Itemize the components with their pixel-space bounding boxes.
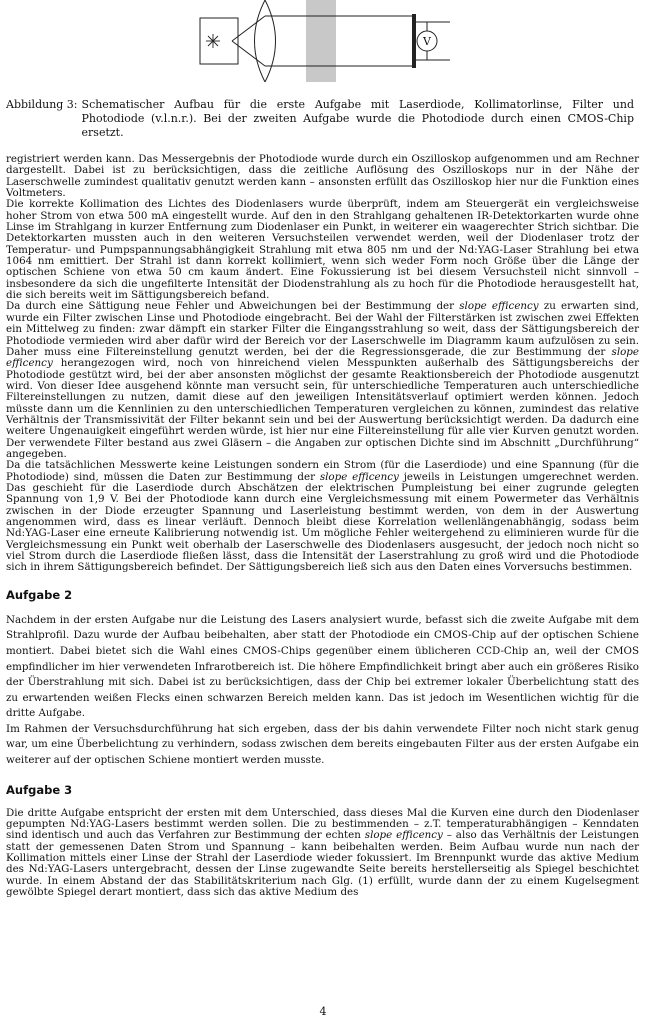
paragraph-conversion: Da die tatsächlichen Messwerte keine Leistungen sondern ein Strom (für die Laserdiode) und eine Spannung (für die Photodiode) sind, müssen die Daten zur Bestimmung der slope efficency jeweils in Leistungen umgerechnet werden. Das geschieht für die Laserdiode durch Abschätzen der elektrischen Pumpleistung bei einer zugrunde gelegten Spannung von 1,9 V. Bei der Photodiode kann durch eine Vergleichsmessung mit einem Powermeter das Verhältnis zwischen in der Diode erzeugter Spannung und Laserleistung bestimmt werden, von dem in der Auswertung angenommen wird, dass es linear verläuft. Dennoch bleibt diese Korrelation wellenlängenabhängig, sodass beim Nd:YAG-Laser eine erneute Kalibrierung notwendig ist. Um mögliche Fehler weitergehend zu eliminieren wurde für die Vergleichsmessung ein Punkt weit oberhalb der Laserschwelle des Diodenlasers ausgesucht, der jedoch noch nicht so viel Strom durch die Laserdiode fließen lässt, dass die Intensität der Laserstrahlung zu groß wird und die Photodiode sich in ihrem Sättigungsbereich befindet. Der Sättigungsbereich ließ sich aus den Daten eines Vorversuchs bestimmen. [6,459,639,574]
filter-glass [306,0,336,82]
beam-upper [232,16,265,41]
slope-term: slope efficency [459,300,539,313]
page-number: 4 [319,1005,327,1018]
paragraph-filter: Da durch eine Sättigung neue Fehler und Abweichungen bei der Bestimmung der slope efficency zu erwarten sind, wurde ein Filter zwischen Linse und Photodiode eingebracht. Bei der Wahl der Filterstärken ist zwischen zwei Effekten ein Mittelweg zu finden: zwar dämpft ein starker Filter die Eingangsstrahlung so weit, dass der Sättigungsbereich der Photodiode vermieden wird aber dafür wird der Bereich vor der Laserschwelle im Diagramm kaum aufzulösen zu sein. Daher muss eine Filtereinstellung genutzt werden, bei der die Regressionsgerade, die zur Bestimmung der slope efficency herangezogen wird, noch von hinreichend vielen Messpunkten außerhalb des Sättigungsbereichs der Photodiode gestützt wird, bei der aber ansonsten möglichst der gesamte Reaktionsbereich der Photodiode ausgenutzt wird. Von dieser Idee ausgehend könnte man versucht sein, für unterschiedliche Temperaturen auch unterschiedliche Filtereinstellungen zu nutzen, damit diese auf den jeweiligen Intensitätsverlauf optimiert werden können. Jedoch müsste dann um die Kennlinien zu den unterschiedlichen Temperaturen vergleichen zu können, zumindest das relative Verhältnis der Transmissivität der Filter bekannt sein und bei der Auswertung berücksichtigt werden. Da dadurch eine weitere Ungenauigkeit eingeführt werden würde, ist hier nur eine Filtereinstellung für alle vier Kurven genutzt worden. Der verwendete Filter bestand aus zwei Gläsern – die Angaben zur optischen Dichte sind im Abschnitt „Durchführung“ angegeben. [6,300,640,460]
beam-lower [232,41,265,66]
caption-text: Schematischer Aufbau für die erste Aufgabe mit Laserdiode, Kollimatorlinse, Filter und Photodiode (v.l.n.r.). Bei der zweiten Aufgabe wurde die Photodiode durch einen CMOS-Chip ersetzt. [81,98,634,139]
collimator-lens [255,0,276,82]
main-text [6,154,639,898]
figure-caption [6,98,634,140]
paragraph-extra-filter: Im Rahmen der Versuchsdurchführung hat sich ergeben, dass der bis dahin verwendete Filter noch nicht stark genug war, um eine Überbelichtung zu verhindern, sodass zwischen dem bereits eingebauten Filter aus der ersten Aufgabe ein weiterer auf der optischen Schiene montiert werden musste. [6,722,639,767]
setup-figure [180,0,450,82]
section-aufgabe-3 [6,783,639,899]
heading-aufgabe-2: Aufgabe 2 [6,587,73,602]
paragraph-ndyag: Die dritte Aufgabe entspricht der ersten mit dem Unterschied, dass dieses Mal die Kurven eine durch den Diodenlaser gepumpten Nd:YAG-Lasers bestimmt werden sollen. Die zu bestimmenden – z.T. temperaturabhängigen – Kenndaten sind identisch und auch das Verfahren zur Bestimmung der echten slope efficency – also das Verhältnis der Leistungen statt der gemessenen Daten Strom und Spannung – kann beibehalten werden. Beim Aufbau wurde nun nach der Kollimation mittels einer Linse der Strahl der Laserdiode wieder fokussiert. Im Brennpunkt wurde das aktive Medium des Nd:YAG-Lasers untergebracht, dessen der Linse zugewandte Seite bereits herstellerseitig als Spiegel beschichtet wurde. In einem Abstand der das Stabilitätskriterium nach Glg. (1) erfüllt, wurde dann der zu einem Kugelsegment gewölbte Spiegel derart montiert, dass sich das aktive Medium des [6,806,639,899]
setup-schematic [180,0,450,82]
voltmeter-symbol: V [423,35,431,48]
slope-term: slope efficency [6,345,639,370]
section-aufgabe-2 [6,588,639,769]
slope-term: slope efficency [364,829,443,842]
heading-aufgabe-3: Aufgabe 3 [6,782,73,797]
laser-star-icon [206,34,220,48]
caption-label: Abbildung 3: [6,98,78,111]
slope-term: slope efficency [319,470,399,483]
paragraph-oscilloscope: registriert werden kann. Das Messergebnis der Photodiode wurde durch ein Oszilloskop aufgenommen und am Rechner dargestellt. Dabei ist zu berücksichtigen, dass die zeitliche Auflösung des Oszilloskops nur in der Nähe der Laserschwelle zumindest qualitativ genutzt werden kann – ansonsten erfüllt das Oszilloskop hier nur die Funktion eines Voltmeters. [6,153,639,200]
photodiode [412,14,416,68]
paragraph-collimation: Die korrekte Kollimation des Lichtes des Diodenlasers wurde überprüft, indem am Steuergerät ein vergleichsweise hoher Strom von etwa 500 mA eingestellt wurde. Auf den in den Strahlgang gehaltenen IR-Detektorkarten wurde ohne Linse im Strahlgang in kurzer Entfernung zum Diodenlaser ein Punkt, in weiterer ein waagerechter Strich sichtbar. Die Detektorkarten mussten auch in den weiteren Versuchsteilen verwendet werden, weil der Diodenlaser trotz der Temperatur- und Pumpspannungsabhängigkeit Strahlung mit etwa 805 nm und der Nd:YAG-Laser Strahlung bei etwa 1064 nm emittiert. Der Strahl ist dann korrekt kollimiert, wenn sich weder Form noch Größe über die Länge der optischen Schiene von etwa 50 cm kaum ändert. Eine Fokussierung ist bei diesem Versuchsteil nicht sinnvoll – insbesondere da sich die ungefilterte Intensität der Diodenstrahlung als zu hoch für die Photodiode herausgestellt hat, die sich bereits weit im Sättigungsbereich befand. [6,198,639,302]
paragraph-beam-profile: Nachdem in der ersten Aufgabe nur die Leistung des Lasers analysiert wurde, befasst sich die zweite Aufgabe mit dem Strahlprofil. Dazu wurde der Aufbau beibehalten, aber statt der Photodiode ein CMOS-Chip auf der optischen Schiene montiert. Dabei bietet sich die Wahl eines CMOS-Chips gegenüber einem üblicheren CCD-Chip an, weil der CMOS empfindlicher im hier verwendeten Infrarotbereich ist. Die höhere Empfindlichkeit bringt aber auch ein größeres Risiko der Überstrahlung mit sich. Dabei ist zu berücksichtigen, dass der Chip bei extremer lokaler Überbelichtung statt des zu erwartenden weißen Flecks einen schwarzen Bereich melden kann. Das ist jedoch im Wesentlichen wichtig für die dritte Aufgabe. [6,613,639,720]
